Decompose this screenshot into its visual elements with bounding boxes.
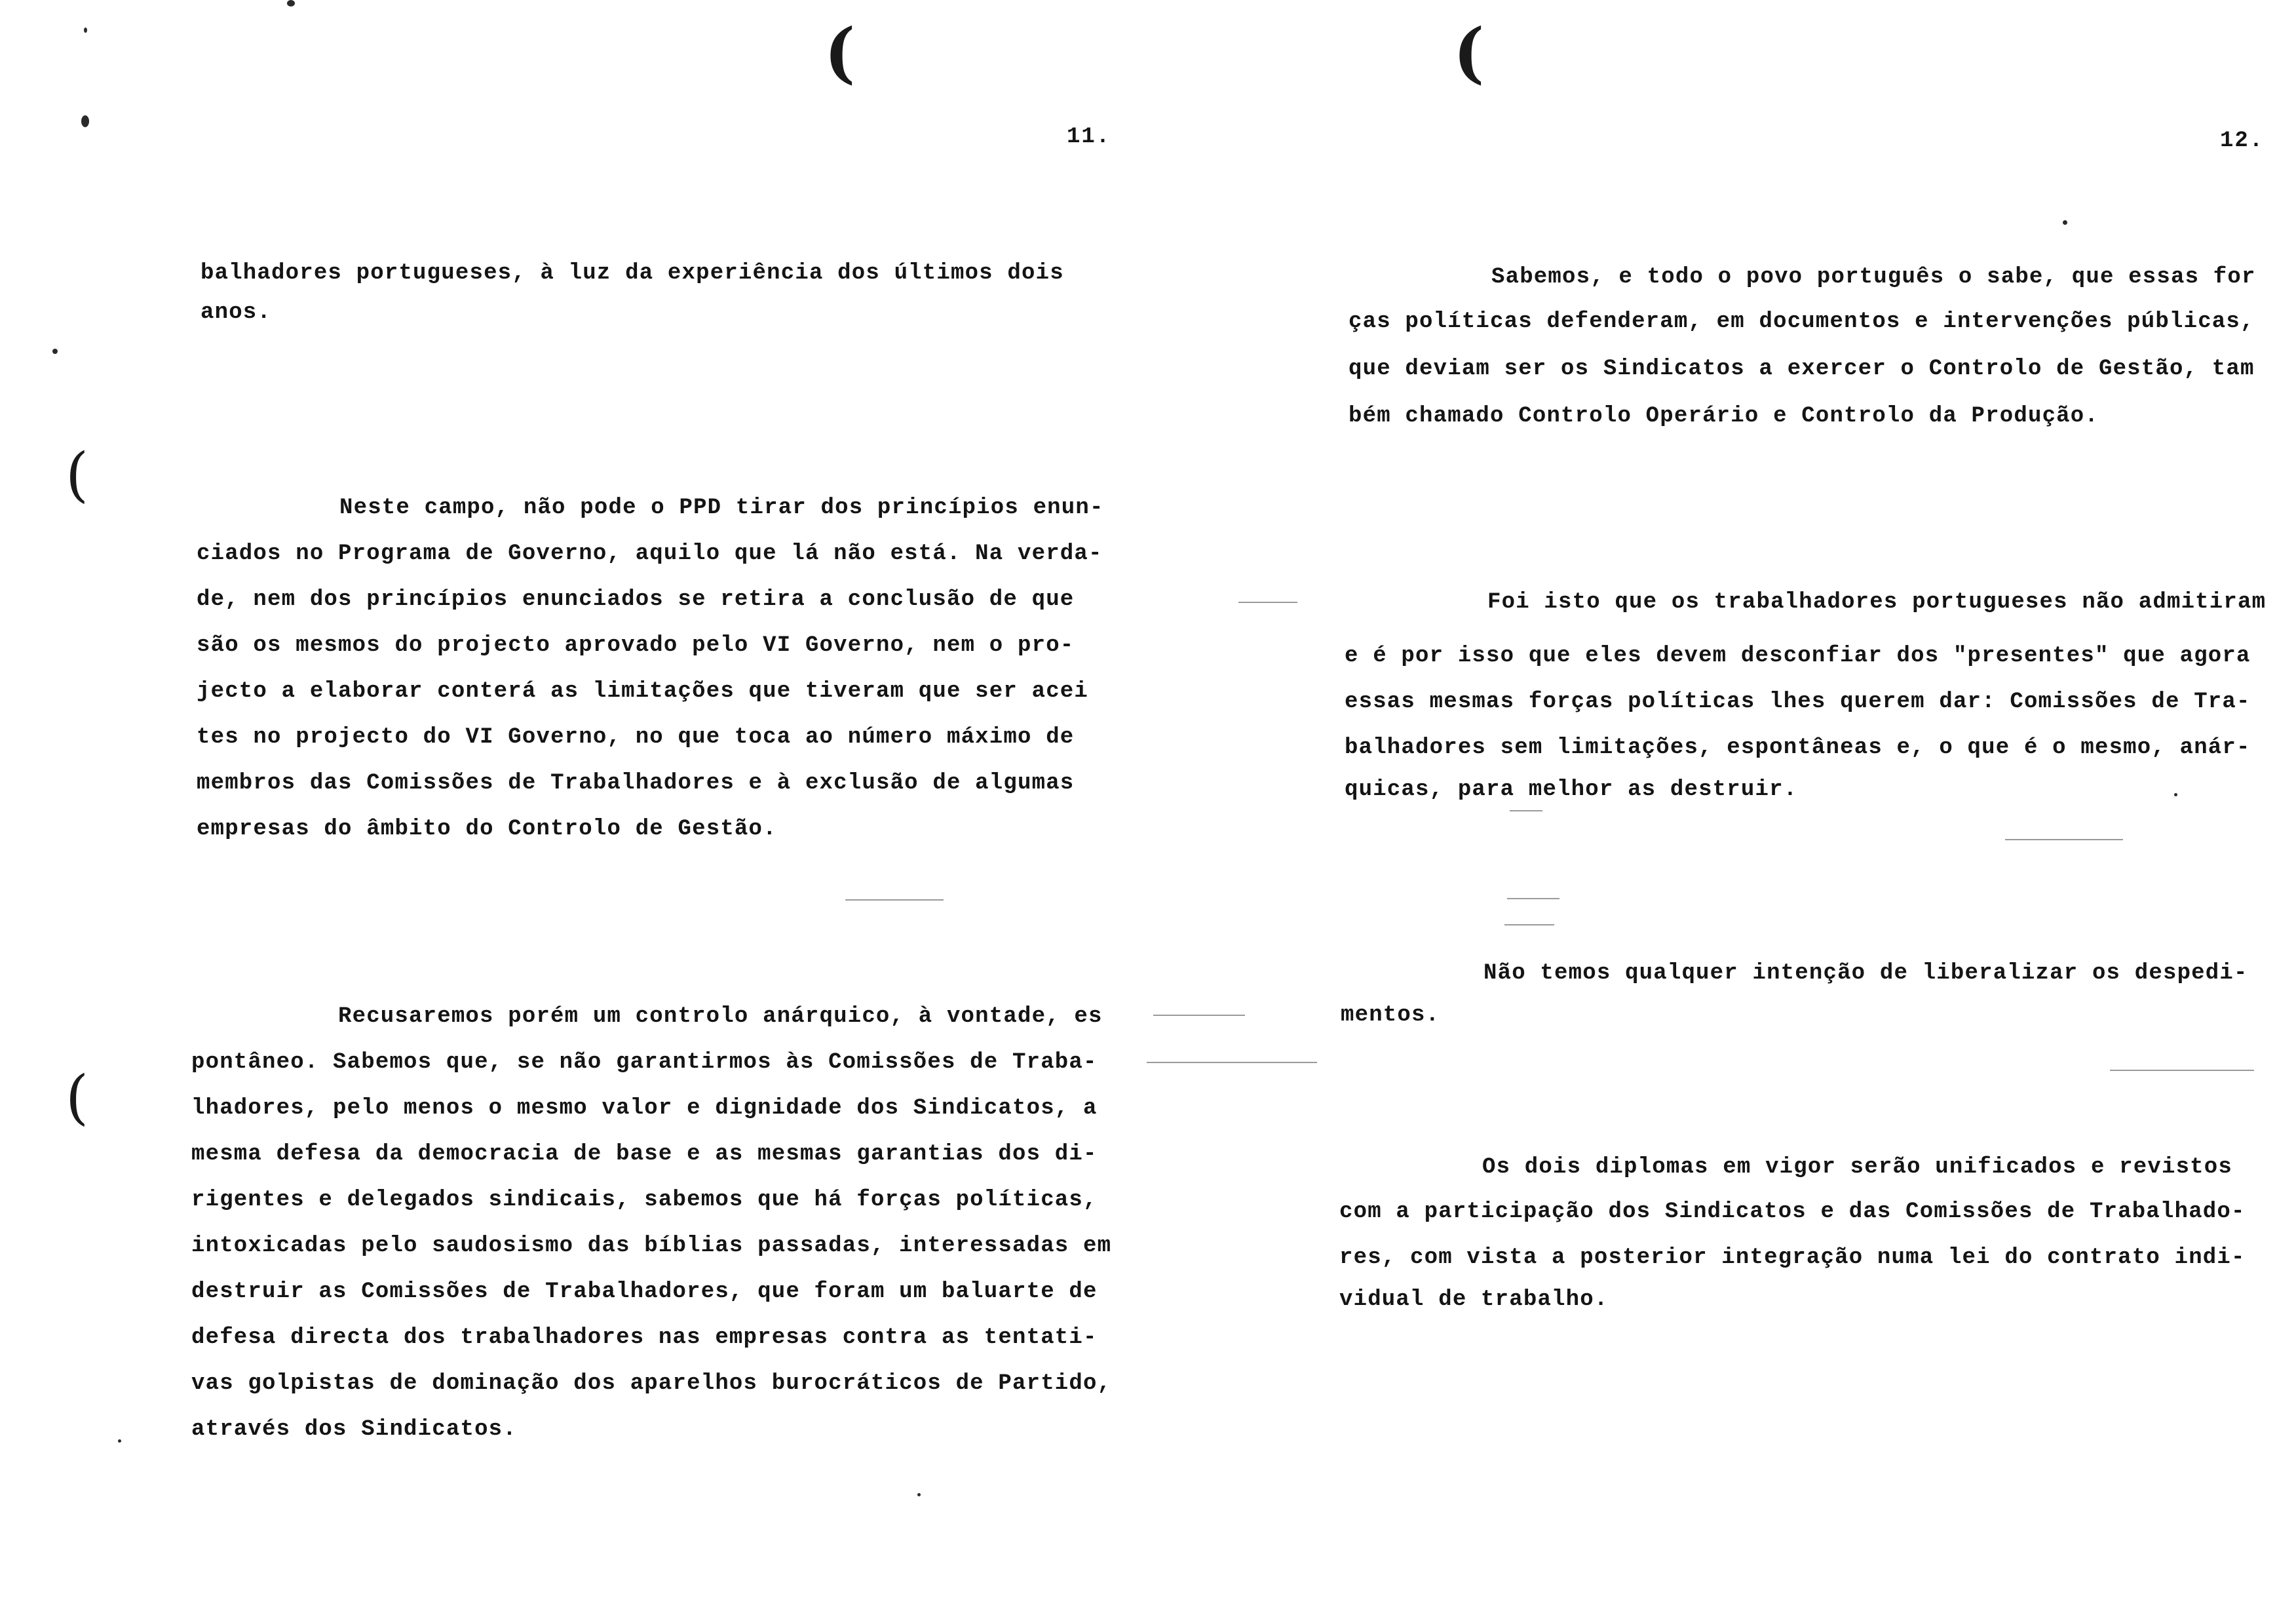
text-line: ças políticas defenderam, em documentos e intervenções públicas,: [1349, 309, 2255, 334]
text-line: lhadores, pelo menos o mesmo valor e dignidade dos Sindicatos, a: [191, 1096, 1098, 1121]
scan-dash: [1507, 898, 1559, 899]
scan-speck: [2063, 220, 2067, 225]
binder-hole-mark: (: [1453, 14, 1485, 91]
scan-dash: [1147, 1062, 1317, 1063]
text-line: vas golpistas de dominação dos aparelhos burocráticos de Partido,: [191, 1371, 1112, 1396]
scan-speck: [81, 115, 89, 127]
text-line: pontâneo. Sabemos que, se não garantirmos às Comissões de Traba-: [191, 1050, 1098, 1075]
text-line: de, nem dos princípios enunciados se retira a conclusão de que: [197, 587, 1075, 612]
text-line: ciados no Programa de Governo, aquilo que lá não está. Na verda-: [197, 541, 1103, 566]
text-line: anos.: [201, 300, 272, 325]
text-line: balhadores sem limitações, espontâneas e, o que é o mesmo, anár-: [1345, 735, 2251, 760]
page-number: 12.: [2220, 128, 2265, 153]
text-line: mesma defesa da democracia de base e as mesmas garantias dos di-: [191, 1142, 1098, 1167]
text-line: destruir as Comissões de Trabalhadores, que foram um baluarte de: [191, 1279, 1098, 1304]
text-line: tes no projecto do VI Governo, no que toca ao número máximo de: [197, 725, 1075, 750]
text-line: balhadores portugueses, à luz da experiência dos últimos dois: [201, 261, 1064, 286]
text-line: Não temos qualquer intenção de liberalizar os despedi-: [1483, 961, 2248, 986]
scan-dash: [1510, 810, 1542, 811]
binder-hole-mark: (: [824, 14, 856, 91]
text-line: quicas, para melhor as destruir.: [1345, 777, 1798, 802]
text-line: mentos.: [1341, 1003, 1440, 1028]
text-line: res, com vista a posterior integração numa lei do contrato indi-: [1339, 1245, 2246, 1270]
binder-hole-mark: (: [66, 440, 89, 509]
text-line: Foi isto que os trabalhadores portugueses não admitiram: [1487, 590, 2267, 615]
scan-speck: [52, 349, 58, 354]
text-line: Recusaremos porém um controlo anárquico, à vontade, es: [338, 1004, 1103, 1029]
scan-speck: [84, 28, 87, 33]
text-line: membros das Comissões de Trabalhadores e à exclusão de algumas: [197, 771, 1075, 796]
text-line: vidual de trabalho.: [1339, 1287, 1609, 1312]
scan-speck: [118, 1439, 121, 1443]
text-line: e é por isso que eles devem desconfiar dos "presentes" que agora: [1345, 644, 2251, 669]
text-line: que deviam ser os Sindicatos a exercer o Controlo de Gestão, tam: [1349, 357, 2255, 381]
binder-hole-mark: (: [66, 1063, 89, 1132]
text-line: Os dois diplomas em vigor serão unificados e revistos: [1482, 1155, 2232, 1180]
text-line: Sabemos, e todo o povo português o sabe, que essas for: [1491, 265, 2256, 290]
text-line: rigentes e delegados sindicais, sabemos que há forças políticas,: [191, 1188, 1098, 1213]
text-line: essas mesmas forças políticas lhes querem dar: Comissões de Tra-: [1345, 690, 2251, 714]
scan-dash: [2110, 1070, 2254, 1071]
scan-speck: [2174, 793, 2177, 796]
text-line: jecto a elaborar conterá as limitações que tiveram que ser acei: [197, 679, 1089, 704]
text-line: intoxicadas pelo saudosismo das bíblias passadas, interessadas em: [191, 1234, 1112, 1258]
text-line: defesa directa dos trabalhadores nas empresas contra as tentati-: [191, 1325, 1098, 1350]
text-line: através dos Sindicatos.: [191, 1417, 517, 1442]
scan-dash: [845, 899, 944, 901]
text-line: com a participação dos Sindicatos e das Comissões de Trabalhado-: [1339, 1199, 2246, 1224]
scan-speck: [917, 1493, 921, 1496]
scan-dash: [1238, 602, 1297, 603]
text-line: empresas do âmbito do Controlo de Gestão.: [197, 817, 777, 842]
text-line: são os mesmos do projecto aprovado pelo VI Governo, nem o pro-: [197, 633, 1075, 658]
scan-dash: [1153, 1015, 1245, 1016]
scan-dash: [1504, 924, 1554, 925]
page-number: 11.: [1067, 125, 1111, 149]
text-line: Neste campo, não pode o PPD tirar dos princípios enun-: [339, 496, 1104, 520]
text-line: bém chamado Controlo Operário e Controlo da Produção.: [1349, 404, 2099, 429]
scan-dash: [2005, 839, 2123, 840]
scan-speck: [287, 0, 295, 7]
